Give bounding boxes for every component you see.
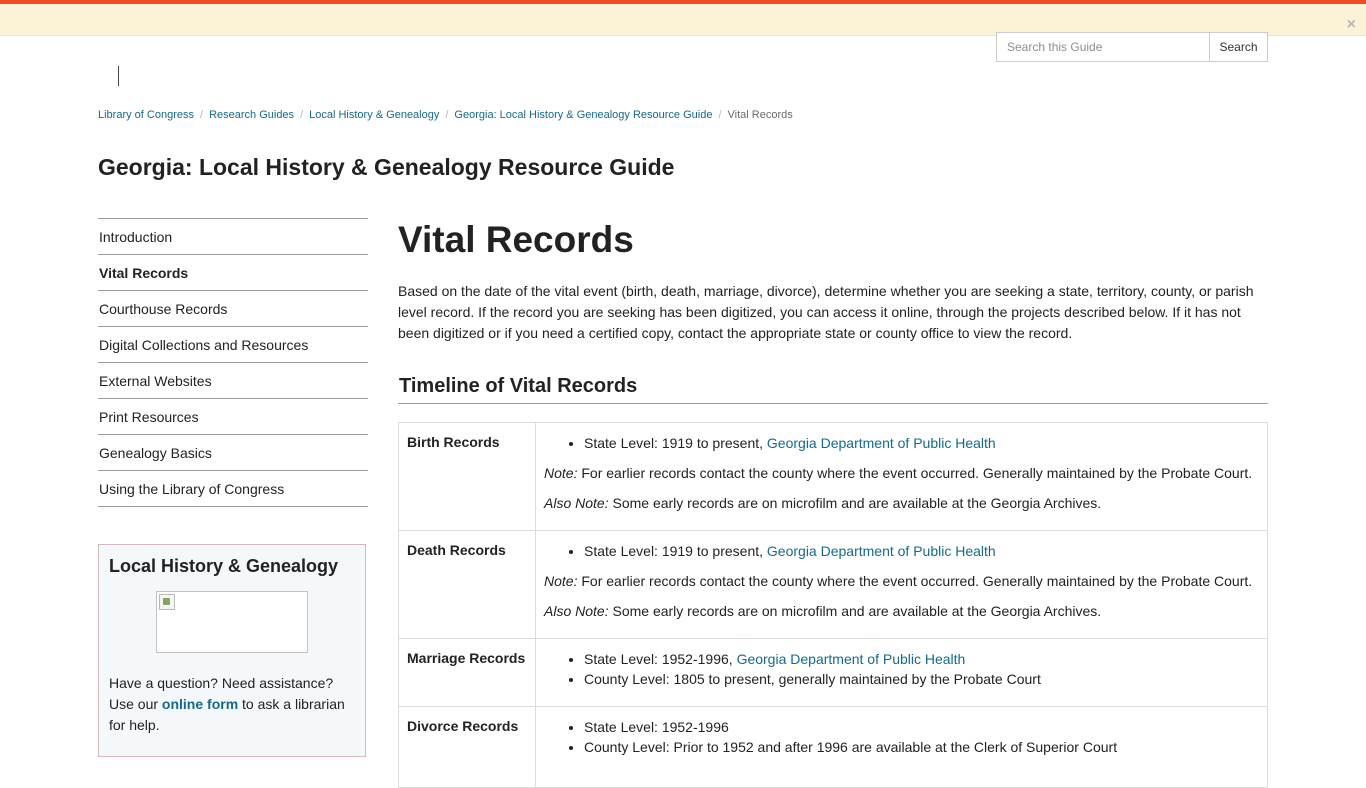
note-text: Some early records are on microfilm and are available at the Georgia Archives. bbox=[608, 495, 1102, 511]
table-row bbox=[399, 423, 1268, 531]
search-button[interactable]: Search bbox=[1209, 32, 1268, 62]
ga-public-health-link[interactable]: Georgia Department of Public Health bbox=[766, 543, 996, 559]
ask-librarian-box bbox=[98, 544, 366, 757]
page-title: Vital Records bbox=[398, 219, 634, 260]
list-item-text: County Level: Prior to 1952 and after 1996 are available at the Clerk of Superior Court bbox=[584, 739, 1118, 755]
breadcrumb-separator: / bbox=[718, 109, 722, 121]
record-note bbox=[544, 493, 1259, 513]
list-item-text: State Level: 1919 to present, bbox=[584, 435, 767, 451]
note-text: For earlier records contact the county where the event occurred. Generally maintained by the Probate Court. bbox=[577, 573, 1253, 589]
sidenav-item-label: External Websites bbox=[99, 372, 212, 389]
record-type-label: Death Records bbox=[399, 531, 536, 639]
ga-public-health-link[interactable]: Georgia Department of Public Health bbox=[736, 651, 966, 667]
record-type-label: Birth Records bbox=[399, 423, 536, 531]
guide-title: Georgia: Local History & Genealogy Resource Guide bbox=[98, 154, 675, 180]
breadcrumb bbox=[98, 108, 793, 122]
ga-public-health-link[interactable]: Georgia Department of Public Health bbox=[766, 435, 996, 451]
sidenav-item-label: Courthouse Records bbox=[99, 300, 228, 317]
list-item-text: State Level: 1952-1996, bbox=[584, 651, 737, 667]
section-title: Timeline of Vital Records bbox=[398, 373, 1268, 404]
broken-image bbox=[156, 591, 308, 653]
sidenav-item-courthouse-records[interactable] bbox=[98, 291, 368, 327]
breadcrumb-research-guides[interactable]: Research Guides bbox=[209, 109, 295, 121]
breadcrumb-current: Vital Records bbox=[727, 109, 793, 121]
record-details bbox=[536, 639, 1268, 707]
sidenav-item-introduction[interactable] bbox=[98, 219, 368, 255]
record-details bbox=[536, 531, 1268, 639]
list-item bbox=[584, 649, 1259, 669]
table-row bbox=[399, 707, 1268, 788]
note-prefix: Also Note: bbox=[544, 495, 609, 511]
breadcrumb-library-of-congress[interactable]: Library of Congress bbox=[98, 109, 194, 121]
record-type-label: Divorce Records bbox=[399, 707, 536, 788]
breadcrumb-georgia-guide[interactable]: Georgia: Local History & Genealogy Resource Guide bbox=[454, 109, 713, 121]
sidenav-item-label: Digital Collections and Resources bbox=[99, 336, 309, 353]
breadcrumb-separator: / bbox=[445, 109, 449, 121]
breadcrumb-local-history-genealogy[interactable]: Local History & Genealogy bbox=[309, 109, 440, 121]
list-item bbox=[584, 717, 1259, 737]
list-item bbox=[584, 541, 1259, 561]
intro-paragraph: Based on the date of the vital event (birth, death, marriage, divorce), determine whether you are seeking a state, territory, county, or parish level record. If the record you are seeking has been digitized, you can access it online, through the projects described below. If it has not been digitized or if you need a certified copy, contact the appropriate state or county office to view the record. bbox=[398, 283, 1254, 341]
record-note bbox=[544, 601, 1259, 621]
box-title: Local History & Genealogy bbox=[109, 556, 339, 576]
table-row bbox=[399, 639, 1268, 707]
record-details bbox=[536, 423, 1268, 531]
list-item-text: State Level: 1952-1996 bbox=[584, 719, 729, 735]
sidenav-item-label: Using the Library of Congress bbox=[99, 480, 285, 497]
sidenav-item-external-websites[interactable] bbox=[98, 363, 368, 399]
breadcrumb-separator: / bbox=[200, 109, 204, 121]
note-text: For earlier records contact the county where the event occurred. Generally maintained by the Probate Court. bbox=[577, 465, 1253, 481]
box-text-before: Have a question? Need assistance? Use our bbox=[109, 675, 334, 712]
sidenav-item-using-loc[interactable] bbox=[98, 471, 368, 507]
online-form-link[interactable]: online form bbox=[161, 696, 239, 712]
list-item-text: State Level: 1919 to present, bbox=[584, 543, 767, 559]
note-prefix: Note: bbox=[544, 573, 578, 589]
note-prefix: Note: bbox=[544, 465, 578, 481]
guide-search bbox=[996, 32, 1268, 62]
sidenav-item-label: Genealogy Basics bbox=[99, 444, 212, 461]
note-prefix: Also Note: bbox=[544, 603, 609, 619]
record-details bbox=[536, 707, 1268, 788]
sidenav-item-print-resources[interactable] bbox=[98, 399, 368, 435]
list-item bbox=[584, 737, 1259, 757]
text-cursor bbox=[118, 66, 119, 86]
record-list bbox=[544, 649, 1259, 689]
vital-records-table bbox=[398, 422, 1268, 788]
record-list bbox=[544, 433, 1259, 453]
breadcrumb-separator: / bbox=[300, 109, 304, 121]
table-row bbox=[399, 531, 1268, 639]
record-type-label: Marriage Records bbox=[399, 639, 536, 707]
box-text-after: to ask a librarian for help. bbox=[109, 696, 345, 733]
list-item bbox=[584, 669, 1259, 689]
list-item bbox=[584, 433, 1259, 453]
search-input[interactable] bbox=[996, 32, 1209, 62]
side-navigation bbox=[98, 218, 368, 507]
close-icon[interactable]: × bbox=[1346, 16, 1356, 33]
sidenav-item-label: Print Resources bbox=[99, 408, 199, 425]
list-item-text: County Level: 1805 to present, generally maintained by the Probate Court bbox=[584, 671, 1041, 687]
sidenav-item-digital-collections[interactable] bbox=[98, 327, 368, 363]
sidenav-item-genealogy-basics[interactable] bbox=[98, 435, 368, 471]
record-note bbox=[544, 463, 1259, 483]
sidenav-item-label: Introduction bbox=[99, 228, 173, 245]
box-text bbox=[109, 673, 357, 736]
sidenav-item-vital-records[interactable] bbox=[98, 255, 368, 291]
record-note bbox=[544, 571, 1259, 591]
record-list bbox=[544, 541, 1259, 561]
broken-image-icon bbox=[159, 594, 175, 610]
sidenav-item-label: Vital Records bbox=[99, 264, 189, 281]
note-text: Some early records are on microfilm and are available at the Georgia Archives. bbox=[608, 603, 1102, 619]
record-list bbox=[544, 717, 1259, 757]
